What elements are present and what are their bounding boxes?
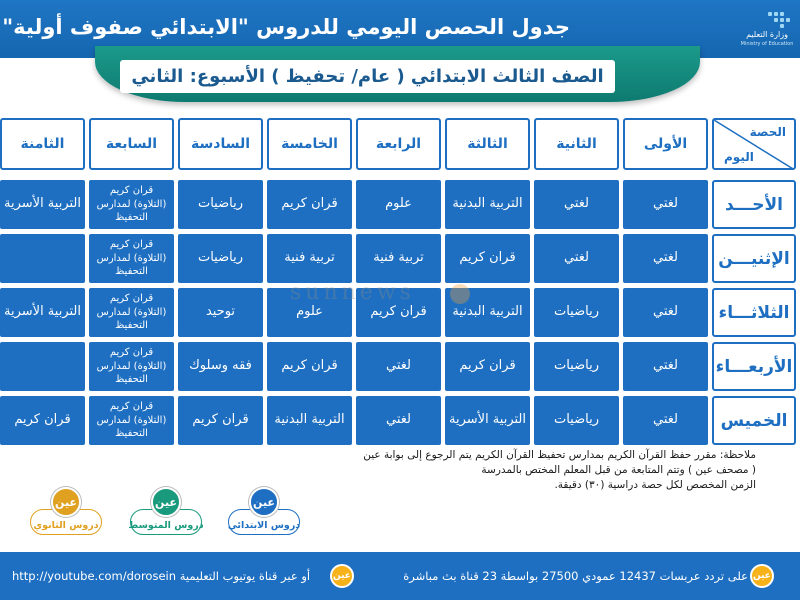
schedule-cell: تربية فنية — [267, 234, 352, 283]
schedule-cell: لغتي — [356, 342, 441, 391]
schedule-cell — [0, 234, 85, 283]
schedule-cell: لغتي — [623, 288, 708, 337]
schedule-cell: تربية فنية — [356, 234, 441, 283]
schedule-cell: التربية البدنية — [267, 396, 352, 445]
schedule-cell: علوم — [356, 180, 441, 229]
period-header: السادسة — [178, 118, 263, 170]
schedule-cell: قران كريم — [356, 288, 441, 337]
badge-elementary[interactable] — [228, 487, 300, 545]
note-line: ( مصحف عين ) وتتم المتابعة من قبل المعلم المختص بالمدرسة — [481, 464, 756, 476]
schedule-cell: التربية البدنية — [445, 288, 530, 337]
schedule-cell: لغتي — [623, 342, 708, 391]
schedule-cell: لغتي — [534, 180, 619, 229]
schedule-cell: قران كريم (التلاوة) لمدارس التحفيظ — [89, 342, 174, 391]
schedule-cell: رياضيات — [178, 180, 263, 229]
schedule-cell: قران كريم — [267, 342, 352, 391]
corner-day-label: اليوم — [724, 150, 754, 164]
schedule-cell: علوم — [267, 288, 352, 337]
schedule-cell: التربية الأسرية — [0, 288, 85, 337]
schedule-cell: رياضيات — [534, 396, 619, 445]
day-label: الإثنيـــن — [712, 234, 796, 283]
schedule-cell: قران كريم — [445, 234, 530, 283]
ein-logo-icon: عين — [330, 564, 354, 588]
schedule-cell: قران كريم — [267, 180, 352, 229]
youtube-link[interactable]: http://youtube.com/dorosein أو عبر قناة يوتيوب التعليمية — [12, 569, 311, 583]
page-title: جدول الحصص اليومي للدروس "الابتدائي صفوف أولية" — [2, 15, 570, 39]
schedule-cell: رياضيات — [534, 342, 619, 391]
period-header: الثامنة — [0, 118, 85, 170]
ministry-name-ar: وزارة التعليم — [746, 30, 788, 39]
schedule-cell: لغتي — [623, 180, 708, 229]
schedule-cell: لغتي — [623, 396, 708, 445]
schedule-cell: قران كريم — [0, 396, 85, 445]
schedule-cell: التربية البدنية — [445, 180, 530, 229]
badge-intermediate[interactable] — [130, 487, 202, 545]
schedule-cell: قران كريم — [178, 396, 263, 445]
schedule-cell: التربية الأسرية — [445, 396, 530, 445]
watermark-text: sunnews — [290, 280, 415, 305]
period-header: الأولى — [623, 118, 708, 170]
schedule-cell: قران كريم — [445, 342, 530, 391]
period-header: الثانية — [534, 118, 619, 170]
ein-logo-icon: عين — [51, 487, 81, 517]
schedule-cell: لغتي — [623, 234, 708, 283]
notes — [336, 448, 756, 493]
period-header: الرابعة — [356, 118, 441, 170]
badge-label: دروس الثانوي — [30, 509, 102, 535]
page-subtitle: الصف الثالث الابتدائي ( عام/ تحفيظ ) الأسبوع: الثاني — [131, 66, 604, 87]
schedule-cell: قران كريم (التلاوة) لمدارس التحفيظ — [89, 234, 174, 283]
schedule-cell: رياضيات — [534, 288, 619, 337]
schedule-table — [0, 118, 800, 440]
schedule-cell: توحيد — [178, 288, 263, 337]
satellite-info: على تردد عربسات 12437 عمودي 27500 بواسطة 23 قناة بث مباشرة — [403, 569, 748, 583]
schedule-cell: لغتي — [534, 234, 619, 283]
schedule-cell: قران كريم (التلاوة) لمدارس التحفيظ — [89, 396, 174, 445]
ein-logo-icon: عين — [750, 564, 774, 588]
ministry-name-en: Ministry of Education — [740, 41, 794, 47]
schedule-cell: قران كريم (التلاوة) لمدارس التحفيظ — [89, 288, 174, 337]
schedule-cell: فقه وسلوك — [178, 342, 263, 391]
day-label: الأربعـــاء — [712, 342, 796, 391]
badge-secondary[interactable] — [30, 487, 102, 545]
note-line: ملاحظة: مقرر حفظ القرآن الكريم بمدارس تحفيظ القرآن الكريم يتم الرجوع إلى بوابة عين — [363, 449, 756, 461]
day-label: الأحـــد — [712, 180, 796, 229]
ein-logo-icon: عين — [249, 487, 279, 517]
schedule-cell: قران كريم (التلاوة) لمدارس التحفيظ — [89, 180, 174, 229]
schedule-cell — [0, 342, 85, 391]
day-label: الخميس — [712, 396, 796, 445]
footer-bar — [0, 552, 800, 600]
ein-logo-icon: عين — [151, 487, 181, 517]
schedule-cell: لغتي — [356, 396, 441, 445]
corner-period-label: الحصة — [749, 125, 786, 139]
day-label: الثلاثـــاء — [712, 288, 796, 337]
period-header: السابعة — [89, 118, 174, 170]
period-header: الثالثة — [445, 118, 530, 170]
badge-label: دروس المتوسط — [130, 509, 202, 535]
schedule-cell: رياضيات — [178, 234, 263, 283]
schedule-cell: التربية الأسرية — [0, 180, 85, 229]
note-line: الزمن المخصص لكل حصة دراسية (٣٠) دقيقة. — [554, 479, 756, 491]
badge-label: دروس الابتدائي — [228, 509, 300, 535]
period-header: الخامسة — [267, 118, 352, 170]
